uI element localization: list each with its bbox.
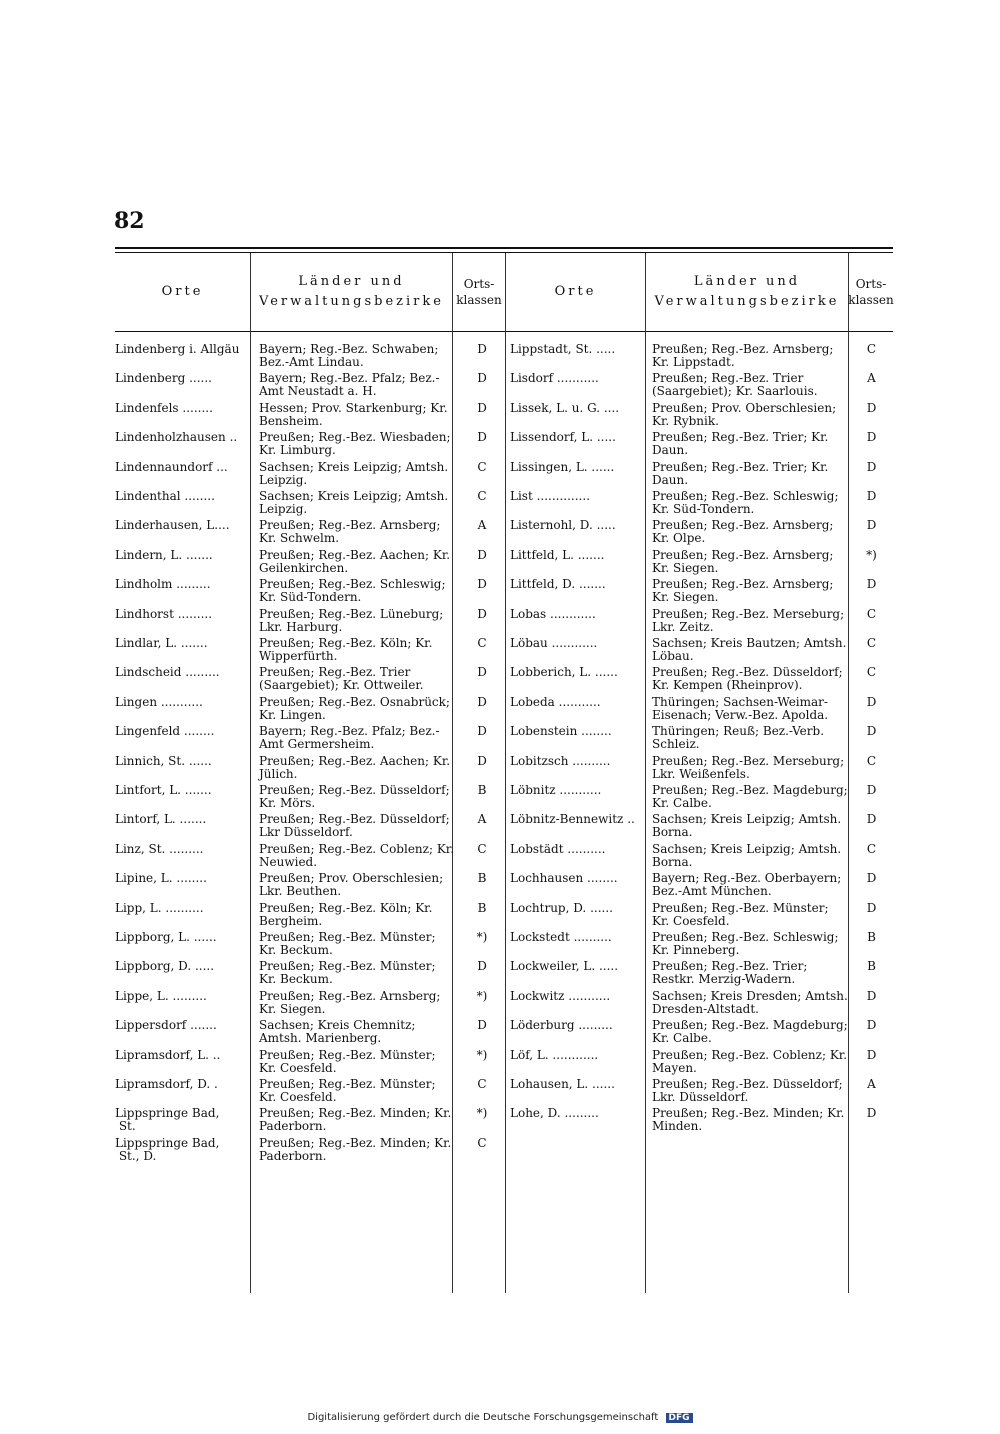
district: Preußen; Reg.-Bez. Arnsberg; Kr. Siegen.: [652, 547, 834, 575]
district: Preußen; Reg.-Bez. Düsseldorf; Kr. Kempen (Rheinprov).: [652, 665, 843, 693]
table-row: [115, 990, 893, 1019]
place-name: Lipramsdorf, D. .: [115, 1077, 218, 1091]
place-class: D: [866, 900, 877, 915]
district: Bayern; Reg.-Bez. Pfalz; Bez.-Amt Neustadt a. H.: [259, 371, 440, 399]
district: Sachsen; Kreis Leipzig; Amtsh. Leipzig.: [259, 489, 449, 516]
district: Sachsen; Kreis Leipzig; Amtsh. Borna.: [652, 812, 842, 840]
place-class: C: [866, 841, 877, 856]
district: Bayern; Reg.-Bez. Pfalz; Bez.-Amt Germersheim.: [259, 724, 440, 752]
place-class: D: [477, 724, 487, 739]
district: Preußen; Reg.-Bez. Arnsberg; Kr. Lippstadt.: [652, 342, 834, 369]
district: Thüringen; Sachsen-Weimar-Eisenach; Verw.-Bez. Apolda.: [652, 694, 829, 722]
place-class: D: [477, 577, 487, 592]
place-class: *): [866, 547, 877, 562]
place-class: A: [477, 812, 487, 827]
district: Preußen; Reg.-Bez. Coblenz; Kr. Mayen.: [652, 1047, 848, 1075]
place-class: C: [866, 342, 877, 356]
district: Sachsen; Kreis Dresden; Amtsh. Dresden-Altstadt.: [652, 988, 848, 1016]
place-class: B: [867, 930, 876, 944]
header-laender-line2: Verwaltungsbezirke: [654, 294, 840, 309]
place-name: Lipine, L. ........: [115, 871, 207, 886]
place-class: D: [866, 988, 877, 1003]
district: Preußen; Reg.-Bez. Arnsberg; Kr. Olpe.: [652, 518, 834, 546]
header-orte-right: [506, 253, 645, 331]
place-class: C: [866, 606, 877, 621]
place-name: Lobitzsch ..........: [510, 753, 611, 768]
district: Preußen; Reg.-Bez. Magdeburg; Kr. Calbe.: [652, 783, 848, 810]
place-name: Lohausen, L. ......: [510, 1077, 615, 1091]
table-row: [115, 725, 893, 754]
table-row: [115, 1107, 893, 1136]
table-row: [115, 461, 893, 490]
district: Sachsen; Kreis Leipzig; Amtsh. Leipzig.: [259, 459, 449, 487]
district: Preußen; Reg.-Bez. Münster; Kr. Beckum.: [259, 930, 436, 957]
table-row: [115, 343, 893, 372]
place-class: D: [477, 400, 487, 415]
place-name: Lippstadt, St. .....: [510, 342, 616, 356]
table-row: [115, 755, 893, 784]
district: Preußen; Reg.-Bez. Köln; Kr. Wipperfürth.: [259, 636, 433, 663]
place-class: D: [866, 694, 877, 709]
place-name: Lindhorst .........: [115, 606, 213, 621]
place-class: B: [477, 783, 487, 797]
header-laender-line2: Verwaltungsbezirke: [259, 294, 444, 309]
place-class: C: [477, 489, 487, 503]
district: Preußen; Reg.-Bez. Arnsberg; Kr. Schwelm.: [259, 518, 441, 546]
district: Bayern; Reg.-Bez. Schwaben; Bez.-Amt Lindau.: [259, 342, 439, 369]
district: Preußen; Reg.-Bez. Aachen; Kr. Geilenkirchen.: [259, 547, 451, 575]
place-name: Listernohl, D. .....: [510, 518, 616, 533]
table-row: [115, 666, 893, 695]
table-row: [115, 1137, 893, 1166]
district: Preußen; Reg.-Bez. Merseburg; Lkr. Zeitz.: [652, 606, 845, 634]
place-class: C: [477, 841, 487, 856]
place-name: Lockwitz ...........: [510, 988, 611, 1003]
place-class: *): [476, 1106, 488, 1121]
place-class: D: [866, 577, 877, 592]
place-name: Lindenholzhausen ..: [115, 430, 238, 445]
place-class: D: [477, 547, 487, 562]
place-class: D: [866, 430, 877, 445]
place-name: Lindscheid .........: [115, 665, 220, 680]
place-class: D: [866, 724, 877, 739]
header-klassen-line2: klassen: [848, 293, 894, 307]
table-row: [115, 931, 893, 960]
place-name: Lindenberg i. Allgäu: [115, 342, 240, 356]
district: Preußen; Reg.-Bez. Lüneburg; Lkr. Harburg.: [259, 606, 444, 634]
table-row: [115, 431, 893, 460]
page-number: 82: [114, 208, 145, 234]
header-klassen-line2: klassen: [456, 293, 502, 307]
place-class: D: [866, 1047, 877, 1062]
place-class: A: [477, 518, 487, 533]
place-name: Lingenfeld ........: [115, 724, 215, 739]
place-name: Linderhausen, L....: [115, 518, 230, 533]
place-class: C: [477, 459, 487, 474]
place-name: Lintfort, L. .......: [115, 783, 212, 797]
place-name: Lipramsdorf, L. ..: [115, 1047, 221, 1062]
place-name: Littfeld, L. .......: [510, 547, 605, 562]
place-class: D: [866, 489, 877, 503]
place-name: Lippspringe Bad, St., D.: [115, 1135, 220, 1163]
place-name: Lobberich, L. ......: [510, 665, 618, 680]
district: Preußen; Reg.-Bez. Trier; Restkr. Merzig-Wadern.: [652, 959, 808, 987]
header-orte-label: Orte: [554, 284, 597, 299]
district: Preußen; Reg.-Bez. Münster; Kr. Coesfeld.: [259, 1077, 436, 1104]
table-row: [115, 784, 893, 813]
place-name: Lindennaundorf ...: [115, 459, 228, 474]
place-name: Lippborg, L. ......: [115, 930, 217, 944]
place-name: Lingen ...........: [115, 694, 203, 709]
place-name: Lobenstein ........: [510, 724, 612, 739]
place-name: Lindenfels ........: [115, 400, 213, 415]
district: Preußen; Reg.-Bez. Arnsberg; Kr. Siegen.: [652, 577, 834, 605]
table-row: [115, 372, 893, 401]
place-class: B: [477, 900, 487, 915]
place-class: A: [867, 1077, 876, 1091]
dfg-logo: DFG: [666, 1413, 693, 1423]
place-class: C: [866, 636, 877, 650]
table-row: [115, 549, 893, 578]
place-class: C: [477, 636, 487, 650]
place-name: Löf, L. ............: [510, 1047, 599, 1062]
place-class: B: [867, 959, 876, 974]
district: Preußen; Reg.-Bez. Münster; Kr. Coesfeld.: [259, 1047, 436, 1075]
place-name: Lindern, L. .......: [115, 547, 213, 562]
district: Preußen; Reg.-Bez. Köln; Kr. Bergheim.: [259, 900, 433, 928]
table-row: [115, 843, 893, 872]
table-row: [115, 1049, 893, 1078]
district: Preußen; Reg.-Bez. Wiesbaden; Kr. Limburg.: [259, 430, 451, 458]
place-name: Littfeld, D. .......: [510, 577, 606, 592]
header-laender: [251, 253, 452, 331]
header-laender-line1: Länder und: [693, 274, 801, 289]
district: Thüringen; Reuß; Bez.-Verb. Schleiz.: [652, 724, 825, 752]
district: Preußen; Reg.-Bez. Minden; Kr. Paderborn.: [259, 1135, 452, 1163]
place-name: Lisdorf ...........: [510, 371, 599, 386]
district: Preußen; Prov. Oberschlesien; Lkr. Beuthen.: [259, 871, 444, 899]
district: Preußen; Reg.-Bez. Minden; Kr. Minden.: [652, 1106, 845, 1134]
table-row: [115, 960, 893, 989]
place-name: Lochhausen ........: [510, 871, 618, 886]
footer-text: Digitalisierung gefördert durch die Deutsche Forschungsgemeinschaft: [307, 1412, 659, 1423]
place-name: Lissendorf, L. .....: [510, 430, 616, 445]
table-row: [115, 578, 893, 607]
place-name: Lippersdorf .......: [115, 1018, 217, 1033]
district: Bayern; Reg.-Bez. Oberbayern; Bez.-Amt München.: [652, 871, 842, 899]
place-name: Löbau ............: [510, 636, 598, 650]
header-klassen-right: [849, 253, 893, 331]
district: Preußen; Reg.-Bez. Trier (Saargebiet); Kr. Saarlouis.: [652, 371, 818, 399]
place-name: Lippspringe Bad, St.: [115, 1106, 220, 1134]
top-rule: [115, 247, 893, 249]
place-class: D: [477, 371, 487, 386]
place-name: Lindholm .........: [115, 577, 211, 592]
table-row: [115, 637, 893, 666]
district: Preußen; Reg.-Bez. Arnsberg; Kr. Siegen.: [259, 988, 441, 1016]
district: Sachsen; Kreis Leipzig; Amtsh. Borna.: [652, 841, 842, 869]
place-name: Lintorf, L. .......: [115, 812, 207, 827]
footer: [0, 1412, 1000, 1423]
district: Preußen; Reg.-Bez. Minden; Kr. Paderborn.: [259, 1106, 452, 1134]
place-class: B: [477, 871, 487, 886]
place-name: Lohe, D. .........: [510, 1106, 599, 1121]
place-class: D: [866, 400, 877, 415]
table-row: [115, 402, 893, 431]
place-name: Löderburg .........: [510, 1018, 613, 1033]
place-name: Lippe, L. .........: [115, 988, 207, 1003]
place-class: D: [866, 812, 877, 827]
table-row: [115, 490, 893, 519]
table-row: [115, 813, 893, 842]
table-row: [115, 608, 893, 637]
place-class: D: [866, 871, 877, 886]
header-laender-right: [646, 253, 848, 331]
district: Preußen; Reg.-Bez. Düsseldorf; Kr. Mörs.: [259, 783, 450, 810]
district: Sachsen; Kreis Chemnitz; Amtsh. Marienberg.: [259, 1018, 416, 1046]
place-class: D: [477, 430, 487, 445]
district: Preußen; Reg.-Bez. Trier (Saargebiet); Kr. Ottweiler.: [259, 665, 424, 693]
district: Preußen; Reg.-Bez. Schleswig; Kr. Pinneberg.: [652, 930, 839, 957]
place-class: C: [477, 1077, 487, 1091]
place-class: *): [476, 1047, 488, 1062]
header-orte-label: Orte: [161, 284, 204, 299]
place-class: *): [476, 988, 488, 1003]
place-name: Linnich, St. ......: [115, 753, 212, 768]
header-orte: [115, 253, 250, 331]
place-class: *): [476, 930, 488, 944]
place-name: Linz, St. .........: [115, 841, 204, 856]
district: Preußen; Reg.-Bez. Coblenz; Kr. Neuwied.: [259, 841, 455, 869]
district: Preußen; Prov. Oberschlesien; Kr. Rybnik.: [652, 400, 837, 428]
place-name: Lockstedt ..........: [510, 930, 612, 944]
place-name: Löbnitz-Bennewitz ..: [510, 812, 635, 827]
place-name: Lippborg, D. .....: [115, 959, 215, 974]
place-class: D: [477, 665, 487, 680]
header-klassen-line1: Orts-: [855, 277, 887, 291]
place-name: Lissingen, L. ......: [510, 459, 615, 474]
place-name: Lobas ............: [510, 606, 596, 621]
table-row: [115, 519, 893, 548]
place-name: Lindenberg ......: [115, 371, 212, 386]
table-row: [115, 872, 893, 901]
place-class: C: [477, 1135, 487, 1150]
table-row: [115, 1019, 893, 1048]
district: Preußen; Reg.-Bez. Düsseldorf; Lkr. Düsseldorf.: [652, 1077, 843, 1104]
place-class: A: [867, 371, 876, 386]
place-name: Lissek, L. u. G. ....: [510, 400, 620, 415]
table-row: [115, 696, 893, 725]
district: Preußen; Reg.-Bez. Aachen; Kr. Jülich.: [259, 753, 451, 781]
place-name: Lipp, L. ..........: [115, 900, 204, 915]
place-class: D: [866, 1018, 877, 1033]
place-name: Lindenthal ........: [115, 489, 215, 503]
place-name: Lobeda ...........: [510, 694, 601, 709]
district: Preußen; Reg.-Bez. Schleswig; Kr. Süd-Tondern.: [259, 577, 446, 605]
district: Preußen; Reg.-Bez. Osnabrück; Kr. Lingen.: [259, 694, 450, 722]
district: Preußen; Reg.-Bez. Merseburg; Lkr. Weißenfels.: [652, 753, 845, 781]
place-class: D: [866, 518, 877, 533]
place-class: C: [866, 665, 877, 680]
place-name: Lobstädt ..........: [510, 841, 606, 856]
district: Preußen; Reg.-Bez. Münster; Kr. Beckum.: [259, 959, 436, 987]
place-class: D: [477, 753, 487, 768]
table-row: [115, 1078, 893, 1107]
header-klassen-line1: Orts-: [463, 277, 495, 291]
place-class: D: [477, 1018, 487, 1033]
place-class: C: [866, 753, 877, 768]
place-class: D: [866, 1106, 877, 1121]
place-class: D: [866, 783, 877, 797]
header-klassen: [453, 253, 505, 331]
district: Preußen; Reg.-Bez. Schleswig; Kr. Süd-Tondern.: [652, 489, 839, 516]
place-class: D: [477, 694, 487, 709]
district: Preußen; Reg.-Bez. Düsseldorf; Lkr Düsseldorf.: [259, 812, 450, 840]
place-class: D: [866, 459, 877, 474]
place-class: D: [477, 959, 487, 974]
table-row: [115, 902, 893, 931]
district: Preußen; Reg.-Bez. Münster; Kr. Coesfeld.: [652, 900, 829, 928]
place-name: List ..............: [510, 489, 591, 503]
header-laender-line1: Länder und: [298, 274, 405, 289]
district: Preußen; Reg.-Bez. Trier; Kr. Daun.: [652, 430, 829, 458]
district: Preußen; Reg.-Bez. Trier; Kr. Daun.: [652, 459, 829, 487]
district: Sachsen; Kreis Bautzen; Amtsh. Löbau.: [652, 636, 847, 663]
place-class: D: [477, 606, 487, 621]
district: Hessen; Prov. Starkenburg; Kr. Bensheim.: [259, 400, 448, 428]
place-name: Lockweiler, L. .....: [510, 959, 619, 974]
place-name: Lindlar, L. .......: [115, 636, 208, 650]
district: Preußen; Reg.-Bez. Magdeburg; Kr. Calbe.: [652, 1018, 848, 1046]
place-name: Löbnitz ...........: [510, 783, 602, 797]
place-name: Lochtrup, D. ......: [510, 900, 613, 915]
place-class: D: [477, 342, 487, 356]
